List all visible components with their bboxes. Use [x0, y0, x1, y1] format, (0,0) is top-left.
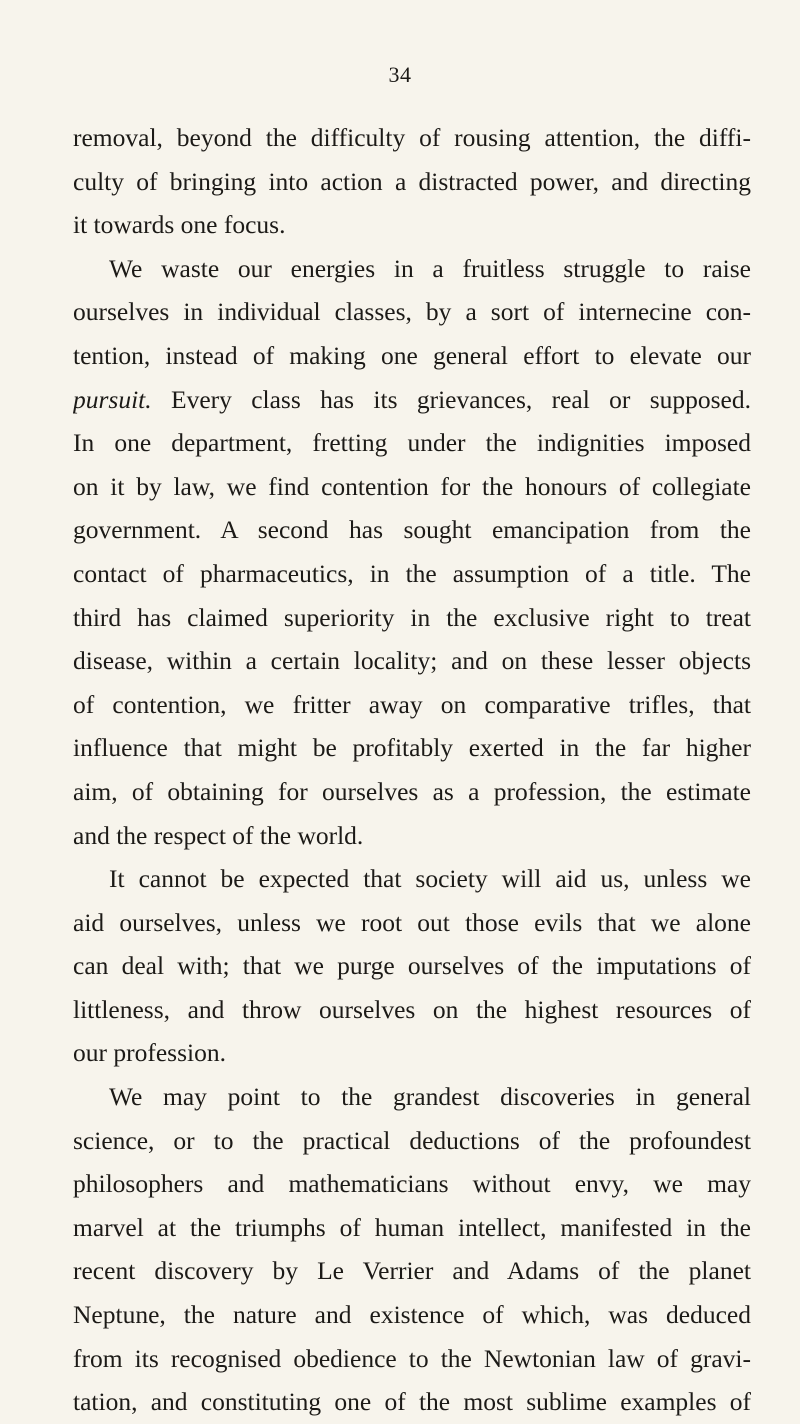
text-line: removal, beyond the difficulty of rousing attention, the diffi-: [73, 123, 751, 152]
text-line: aid ourselves, unless we root out those evils that we alone: [73, 907, 751, 937]
text-line: We may point to the grandest discoveries in general: [109, 1082, 751, 1112]
text-line: culty of bringing into action a distracted power, and directing: [73, 166, 751, 196]
text-line: marvel at the triumphs of human intellect, manifested in the: [73, 1212, 751, 1242]
text-line: influence that might be profitably exerted in the far higher: [73, 733, 751, 763]
text-line: science, or to the practical deductions of the profoundest: [73, 1125, 751, 1155]
text-line: recent discovery by Le Verrier and Adams of the planet: [73, 1256, 751, 1286]
text-fragment: Every class has its grievances, real or supposed.: [151, 384, 751, 414]
text-line: can deal with; that we purge ourselves of the imputations of: [73, 951, 751, 981]
text-line-with-emphasis: [73, 378, 751, 422]
text-line: government. A second has sought emancipation from the: [73, 515, 751, 545]
text-line: In one department, fretting under the indignities imposed: [73, 428, 751, 458]
text-line: our profession.: [73, 1038, 226, 1068]
text-line: tation, and constituting one of the most sublime examples of: [73, 1387, 751, 1417]
text-line: littleness, and throw ourselves on the highest resources of: [73, 994, 751, 1024]
text-line: ourselves in individual classes, by a sort of internecine con-: [73, 297, 751, 327]
text-line: and the respect of the world.: [73, 820, 364, 850]
text-line: tention, instead of making one general effort to elevate our: [73, 340, 751, 370]
text-line: philosophers and mathematicians without envy, we may: [73, 1169, 751, 1199]
text-line: third has claimed superiority in the exclusive right to treat: [73, 602, 751, 632]
text-line: It cannot be expected that society will aid us, unless we: [109, 864, 751, 894]
text-line: contact of pharmaceutics, in the assumption of a title. The: [73, 558, 751, 588]
text-line: it towards one focus.: [73, 210, 286, 240]
text-line: disease, within a certain locality; and on these lesser objects: [73, 646, 751, 676]
text-line: of contention, we fritter away on comparative trifles, that: [73, 689, 751, 719]
text-line: We waste our energies in a fruitless struggle to raise: [109, 253, 751, 283]
emphasized-word: pursuit.: [73, 384, 152, 414]
text-line: Neptune, the nature and existence of which, was deduced: [73, 1300, 751, 1330]
page-number: 34: [388, 62, 412, 87]
body-text: [73, 116, 751, 1424]
text-line: aim, of obtaining for ourselves as a profession, the estimate: [73, 776, 751, 806]
text-line: from its recognised obedience to the Newtonian law of gravi-: [73, 1343, 751, 1373]
text-line: on it by law, we find contention for the honours of collegiate: [73, 471, 751, 501]
